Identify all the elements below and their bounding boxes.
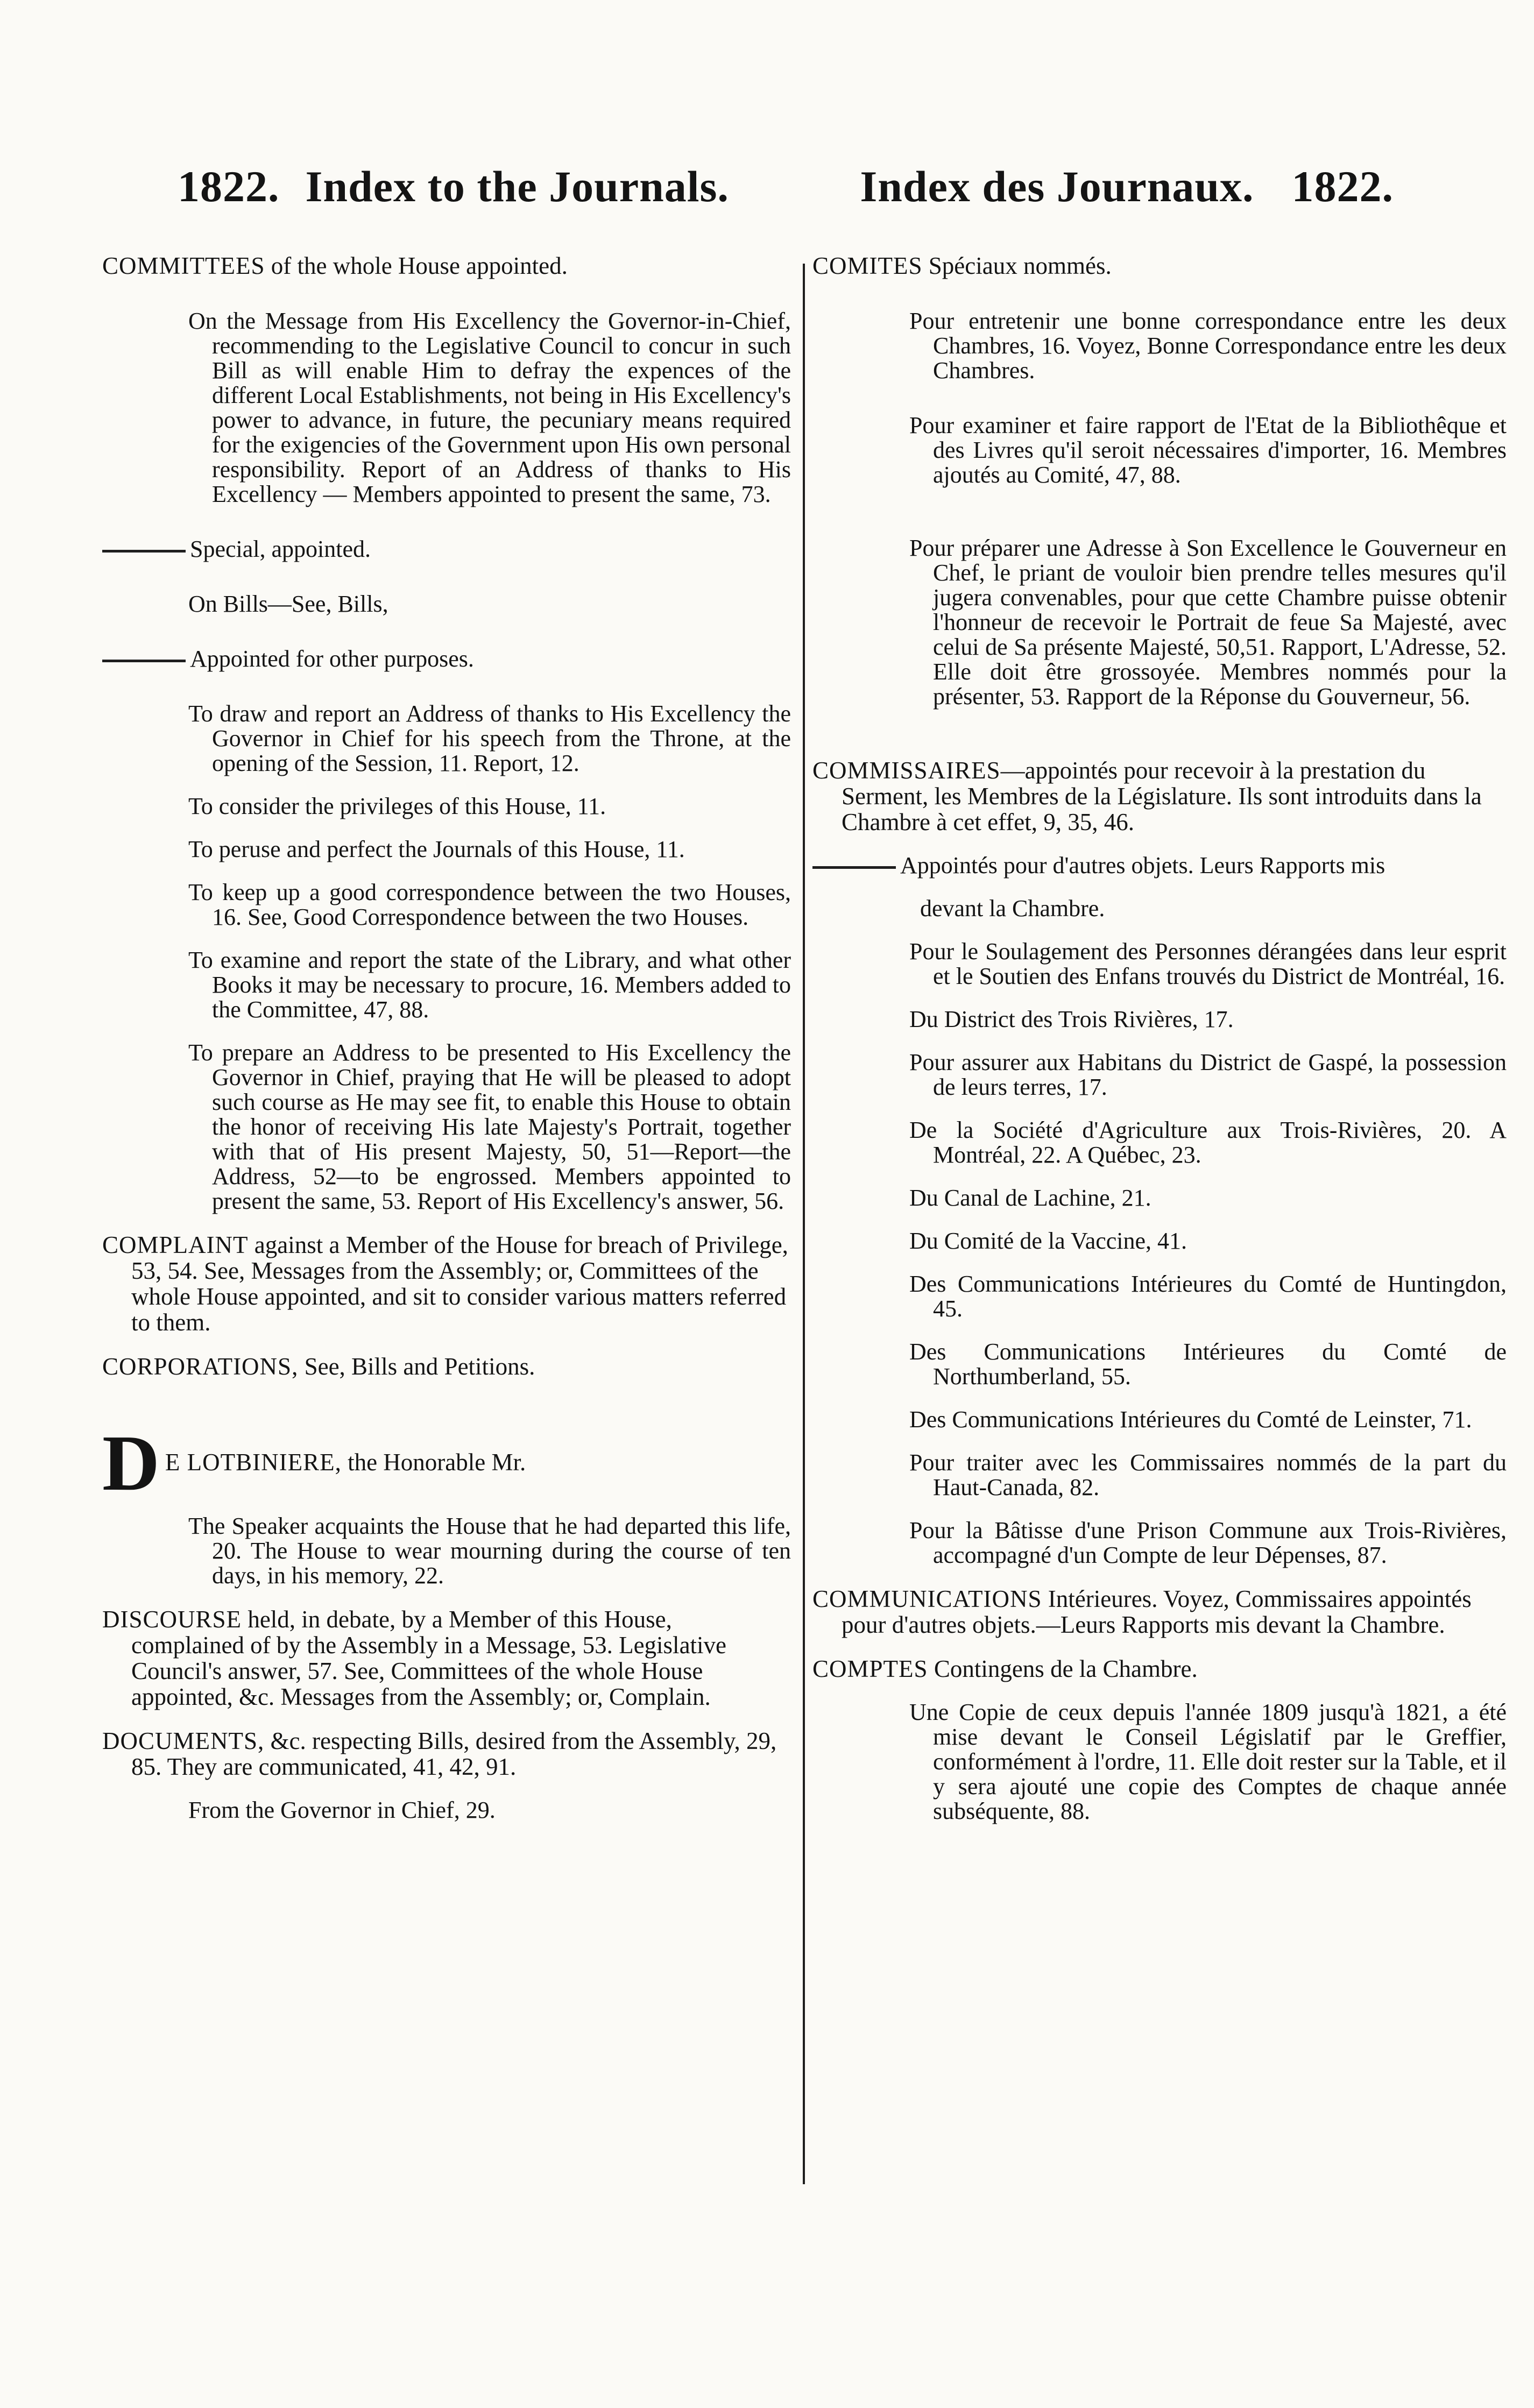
appointes-line: Appointés pour d'autres objets. Leurs Rapports mis [812,853,1507,878]
entry-commissaires: COMMISSAIRES—appointés pour recevoir à la prestation du Serment, les Membres de la Législature. Ils sont introduits dans la Chambre à cet effet, 9, 35, 46. [812,757,1482,835]
entry-de-lotbiniere: D E LOTBINIERE, the Honorable Mr. [102,1419,526,1496]
appointes-item: Du District des Trois Rivières, 17. [909,1006,1234,1032]
documents-detail: From the Governor in Chief, 29. [188,1797,496,1823]
committees-message: On the Message from His Excellency the Governor-in-Chief, recommending to the Legislative Council to concur in such Bill as will enable Him to defray the expences of the different Local Establishments, not being in His Excellency's power to advance, in future, the pecuniary means required for the exigencies of the Government upon His own personal responsibility. Report of an Address of thanks to His Excellency — Members appointed to present the same, 73. [188,308,791,507]
committee-item: To consider the privileges of this House, 11. [188,793,606,819]
committee-item: To keep up a good correspondence between the two Houses, 16. See, Good Correspondence between the two Houses. [188,879,791,930]
entry-discourse: DISCOURSE held, in debate, by a Member of this House, complained of by the Assembly in a Message, 53. Legislative Council's answer, 57. See, Committees of the whole House appointed, &c. Messages from the Assembly; or, Complain. [102,1606,727,1710]
title-left: Index to the Journals. [305,162,729,211]
year-left: 1822. [178,162,280,211]
comptes-detail: Une Copie de ceux depuis l'année 1809 jusqu'à 1821, a été mise devant le Conseil Législatif par le Greffier, conformément à l'ordre, 11. Elle doit rester sur la Table, et il y sera ajouté une copie des Comptes de chaque année subséquente, 88. [909,1699,1507,1824]
appointes-item: Des Communications Intérieures du Comté de Leinster, 71. [909,1406,1472,1433]
entry-communications: COMMUNICATIONS Intérieures. Voyez, Commissaires appointés pour d'autres objets.—Leurs Rapports mis devant la Chambre. [812,1585,1472,1638]
appointes-item: Des Communications Intérieures du Comté de Northumberland, 55. [909,1338,1507,1390]
column-divider [803,264,805,2184]
appointes-item: Pour la Bâtisse d'une Prison Commune aux Trois-Rivières, accompagné d'un Compte de leur Dépenses, 87. [909,1517,1507,1568]
left-column [102,253,791,1823]
title-right: Index des Journaux. [860,162,1254,211]
entry-committees: COMMITTEES of the whole House appointed. [102,252,568,279]
comites-item: Pour examiner et faire rapport de l'Etat de la Bibliothêque et des Livres qu'il seroit nécessaires d'importer, 16. Membres ajoutés au Comité, 47, 88. [909,412,1507,488]
committee-item: To examine and report the state of the Library, and what other Books it may be necessary to procure, 16. Members added to the Committee, 47, 88. [188,947,791,1023]
appointes-item: De la Société d'Agriculture aux Trois-Rivières, 20. A Montréal, 22. A Québec, 23. [909,1117,1507,1168]
entry-comptes: COMPTES Contingens de la Chambre. [812,1655,1198,1682]
appointes-item: Pour traiter avec les Commissaires nommés de la part du Haut-Canada, 82. [909,1449,1507,1500]
committee-item: To prepare an Address to be presented to His Excellency the Governor in Chief, praying that He will be pleased to adopt such course as He may see fit, to enable this House to obtain the honor of receiving His late Majesty's Portrait, together with that of His present Majesty, 50, 51—Report—the Address, 52—to be engrossed. Members appointed to present the same, 53. Report of His Excellency's answer, 56. [188,1039,791,1214]
comites-item: Pour entretenir une bonne correspondance entre les deux Chambres, 16. Voyez, Bonne Correspondance entre les deux Chambres. [909,308,1507,384]
comites-item: Pour préparer une Adresse à Son Excellence le Gouverneur en Chef, le priant de vouloir bien prendre telles mesures qu'il jugera convenables, pour que cette Chambre puisse obtenir l'honneur de recevoir le Portrait de feue Sa Majesté, avec celui de Sa présente Majesté, 50,51. Rapport, L'Adresse, 52. Elle doit être grossoyée. Membres nommés pour la présenter, 53. Rapport de la Réponse du Gouverneur, 56. [909,535,1507,710]
appointes-item: Des Communications Intérieures du Comté de Huntingdon, 45. [909,1271,1507,1322]
appointes-item: Du Comité de la Vaccine, 41. [909,1228,1187,1254]
entry-corporations: CORPORATIONS, See, Bills and Petitions. [102,1353,535,1380]
drop-cap-letter: D [102,1419,160,1496]
appointes-item: Pour assurer aux Habitans du District de Gaspé, la possession de leurs terres, 17. [909,1049,1507,1100]
devant-line: devant la Chambre. [920,895,1105,922]
right-column [812,253,1507,1824]
entry-comites: COMITES Spéciaux nommés. [812,252,1112,279]
year-right: 1822. [1291,162,1394,211]
header-left [178,161,729,212]
entry-complaint: COMPLAINT against a Member of the House for breach of Privilege, 53, 54. See, Messages from the Assembly; or, Committees of the whole House appointed, and sit to consider various matters referred to them. [102,1231,788,1336]
header-right [860,161,1394,212]
special-appointed: Special, appointed. [102,537,791,562]
other-purposes: Appointed for other purposes. [102,647,791,671]
entry-documents: DOCUMENTS, &c. respecting Bills, desired from the Assembly, 29, 85. They are communicated, 41, 42, 91. [102,1727,777,1780]
on-bills: On Bills—See, Bills, [188,591,388,617]
appointes-item: Pour le Soulagement des Personnes dérangées dans leur esprit et le Soutien des Enfans trouvés du District de Montréal, 16. [909,938,1507,989]
de-lotbiniere-detail: The Speaker acquaints the House that he had departed this life, 20. The House to wear mourning during the course of ten days, in his memory, 22. [188,1513,791,1589]
appointes-item: Du Canal de Lachine, 21. [909,1185,1151,1211]
committee-item: To peruse and perfect the Journals of this House, 11. [188,836,685,862]
committee-item: To draw and report an Address of thanks to His Excellency the Governor in Chief for his speech from the Throne, at the opening of the Session, 11. Report, 12. [188,700,791,776]
